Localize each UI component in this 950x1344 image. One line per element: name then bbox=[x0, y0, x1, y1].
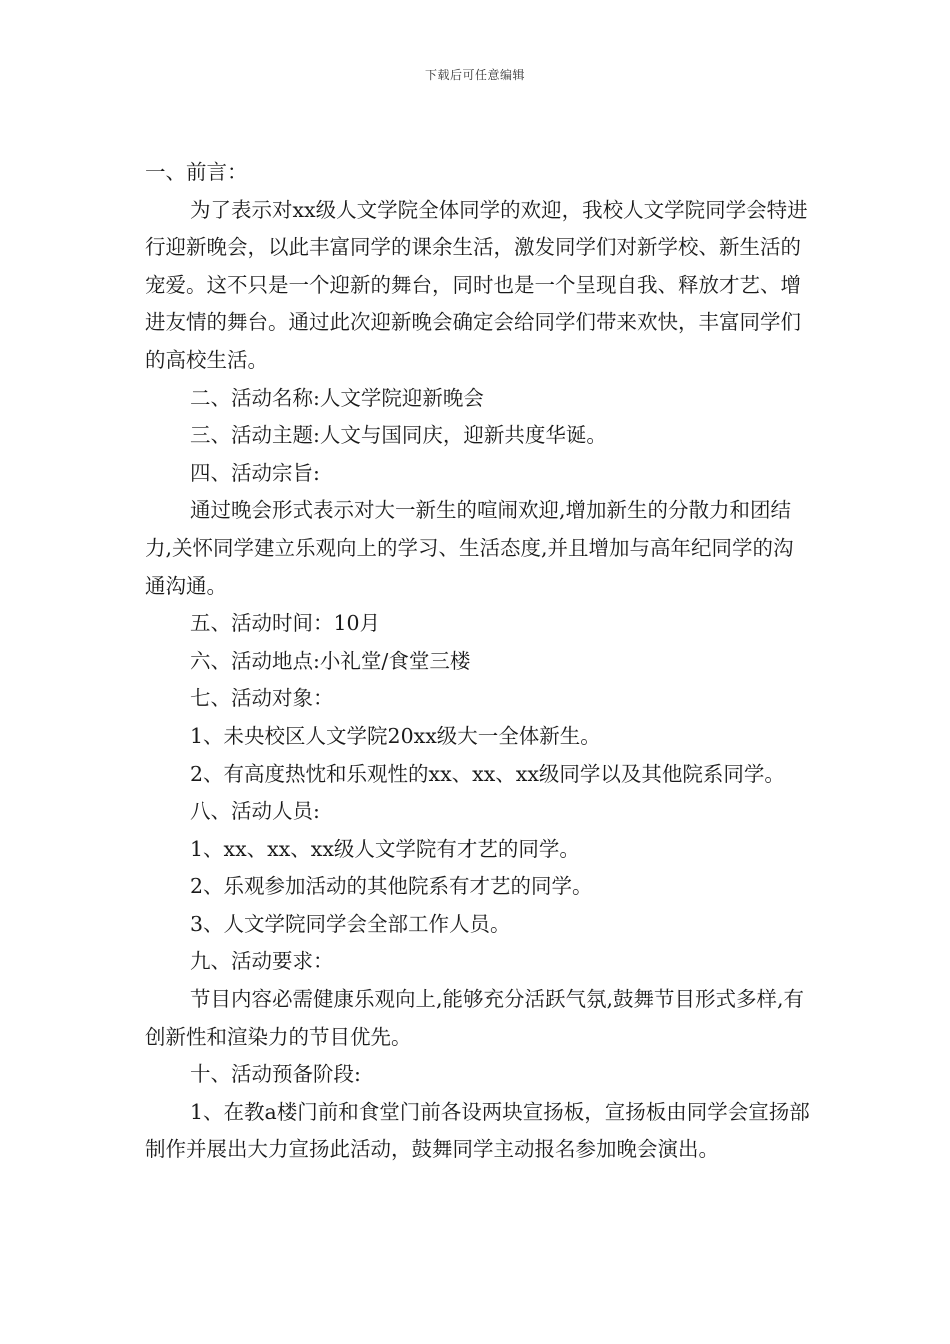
list-item-staff-2: 2、乐观参加活动的其他院系有才艺的同学。 bbox=[190, 874, 593, 899]
list-item-preparation-1: 1、在教a楼门前和食堂门前各设两块宣扬板，宣扬板由同学会宣扬部制作并展出大力宣扬此活动，鼓舞同学主动报名参加晚会演出。 bbox=[145, 1099, 810, 1162]
document-body bbox=[145, 154, 813, 1169]
paragraph-preface-body: 为了表示对xx级人文学院全体同学的欢迎，我校人文学院同学会特进行迎新晚会，以此丰富同学的课余生活，激发同学们对新学校、新生活的宠爱。这不只是一个迎新的舞台，同时也是一个呈现自我、释放才艺、增进友情的舞台。通过此次迎新晚会确定会给同学们带来欢快，丰富同学们的高校生活。 bbox=[145, 197, 808, 372]
paragraph-requirements-body: 节目内容必需健康乐观向上,能够充分活跃气氛,鼓舞节目形式多样,有创新性和渲染力的节目优先。 bbox=[145, 987, 805, 1049]
paragraph-purpose-body: 通过晚会形式表示对大一新生的喧闹欢迎,增加新生的分散力和团结力,关怀同学建立乐观向上的学习、生活态度,并且增加与高年纪同学的沟通沟通。 bbox=[145, 498, 794, 598]
section-heading-activity-location: 六、活动地点:小礼堂/食堂三楼 bbox=[190, 648, 471, 673]
list-item-audience-2: 2、有高度热忱和乐观性的xx、xx、xx级同学以及其他院系同学。 bbox=[190, 761, 785, 786]
section-heading-activity-audience: 七、活动对象： bbox=[190, 686, 334, 711]
section-heading-activity-time: 五、活动时间：10月 bbox=[190, 611, 381, 636]
list-item-audience-1: 1、未央校区人文学院20xx级大一全体新生。 bbox=[190, 723, 601, 748]
list-item-staff-1: 1、xx、xx、xx级人文学院有才艺的同学。 bbox=[190, 836, 580, 861]
page-header: 下载后可任意编辑 bbox=[424, 68, 525, 82]
section-heading-activity-name: 二、活动名称:人文学院迎新晚会 bbox=[190, 385, 484, 410]
section-heading-activity-purpose: 四、活动宗旨: bbox=[190, 460, 320, 485]
section-heading-preface: 一、前言： bbox=[145, 160, 248, 184]
section-heading-preparation-stage: 十、活动预备阶段: bbox=[190, 1062, 361, 1087]
section-heading-activity-staff: 八、活动人员: bbox=[190, 799, 320, 824]
section-heading-activity-theme: 三、活动主题:人文与国同庆，迎新共度华诞。 bbox=[190, 423, 607, 448]
list-item-staff-3: 3、人文学院同学会全部工作人员。 bbox=[190, 911, 511, 936]
section-heading-activity-requirements: 九、活动要求： bbox=[190, 949, 334, 974]
